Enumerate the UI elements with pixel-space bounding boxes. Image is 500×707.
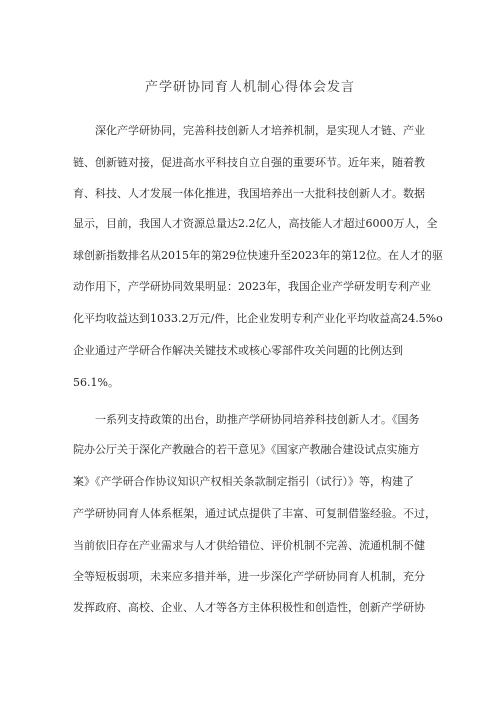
paragraph-1-line-8: 企业通过产学研合作解决关键技术或核心零部件攻关问题的比例达到 bbox=[73, 344, 403, 357]
paragraph-1-line-2: 链、创新链对接，促进高水平科技自立自强的重要环节。近年来，随着教 bbox=[73, 156, 425, 169]
paragraph-1-line-3: 育、科技、人才发展一体化推进，我国培养出一大批科技创新人才。数据 bbox=[73, 187, 425, 200]
paragraph-2-line-5: 当前依旧存在产业需求与人才供给错位、评价机制不完善、流通机制不健 bbox=[73, 539, 425, 552]
paragraph-2-line-7: 发挥政府、高校、企业、人才等各方主体积极性和创造性，创新产学研协 bbox=[73, 601, 425, 614]
page-title: 产学研协同育人机制心得体会发言 bbox=[144, 80, 355, 95]
paragraph-2-line-2: 院办公厅关于深化产教融合的若干意见》《国家产教融合建设试点实施方 bbox=[73, 443, 420, 456]
paragraph-1-line-7: 化平均收益达到1033.2万元/件，比企业发明专利产业化平均收益高24.5%o bbox=[73, 312, 443, 325]
paragraph-2-line-6: 全等短板弱项，未来应多措并举，进一步深化产学研协同育人机制，充分 bbox=[73, 570, 425, 583]
paragraph-1-line-5: 球创新指数排名从2015年的第29位快速升至2023年的第12位。在人才的驱 bbox=[73, 249, 443, 262]
paragraph-2-line-1: 一系列支持政策的出台，助推产学研协同培养科技创新人才。《国务 bbox=[95, 413, 420, 426]
paragraph-1-line-1: 深化产学研协同，完善科技创新人才培养机制，是实现人才链、产业 bbox=[95, 124, 425, 137]
paragraph-1-line-9: 56.1%。 bbox=[73, 376, 119, 389]
paragraph-1-line-4: 显示，目前，我国人才资源总量达2.2亿人，高技能人才超过6000万人，全 bbox=[73, 217, 438, 230]
paragraph-1-line-6: 动作用下，产学研协同效果明显：2023年，我国企业产学研发明专利产业 bbox=[73, 280, 431, 293]
paragraph-2-line-3: 案》《产学研合作协议知识产权相关条款制定指引（试行）》等，构建了 bbox=[73, 475, 414, 488]
paragraph-2-line-4: 产学研协同育人体系框架，通过试点提供了丰富、可复制借鉴经验。不过， bbox=[73, 507, 436, 520]
